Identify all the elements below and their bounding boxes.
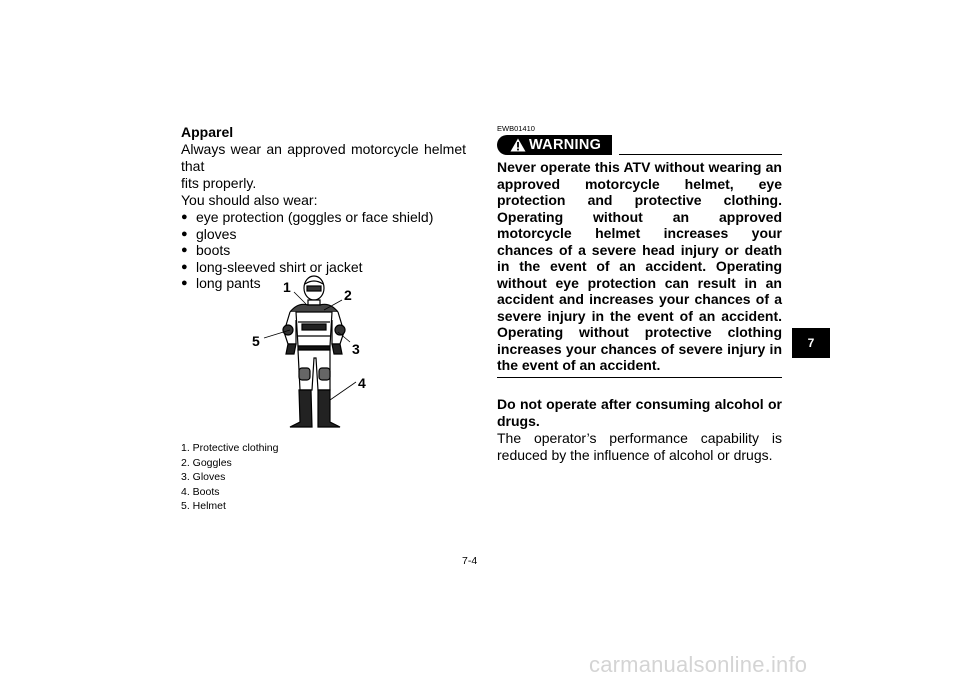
figure-captions (181, 441, 278, 514)
callout-4: 4 (358, 375, 366, 391)
list-item: ● eye protection (goggles or face shield) (181, 209, 466, 226)
callout-2: 2 (344, 287, 352, 303)
warning-text: Never operate this ATV without wearing an approved motorcycle helmet, eye protection and protective clothing. Operating without an approved motorcycle helmet increases your chances of a severe head injury or death in the event of an accident. Operating without eye protection can result in an accident and increases your chances of a severe injury in the event of an accident. Operating without protective clothing increases your chances of severe injury in the event of an accident. (497, 159, 782, 373)
helmet-sentence-line-1: Always wear an approved motorcycle helmet that (181, 141, 466, 174)
warning-triangle-icon (510, 138, 526, 152)
rider-apparel-illustration (250, 272, 380, 432)
caption-item: 1. Protective clothing (181, 442, 279, 454)
warning-top-rule (619, 154, 782, 155)
also-wear-text: You should also wear: (181, 192, 318, 208)
caption-item: 2. Goggles (181, 456, 232, 469)
callout-3: 3 (352, 341, 360, 357)
page-number: 7-4 (462, 555, 478, 567)
list-item: ● boots (181, 242, 466, 259)
apparel-heading: Apparel (181, 124, 234, 140)
list-item: ● gloves (181, 226, 466, 243)
caption-item: 3. Gloves (181, 471, 226, 483)
watermark: carmanualsonline.info (589, 652, 808, 677)
alcohol-text: The operator’s performance capability is reduced by the influence of alcohol or drugs. (497, 429, 782, 463)
alcohol-heading: Do not operate after consuming alcohol or drugs. (497, 395, 782, 429)
callout-5: 5 (252, 333, 260, 349)
warning-badge (497, 135, 612, 155)
warning-code: EWB01410 (497, 124, 535, 133)
chapter-tab: 7 (792, 328, 830, 358)
warning-header (497, 135, 782, 155)
list-item: ● long pants (181, 275, 466, 292)
warning-section (497, 124, 782, 464)
list-item: ● long-sleeved shirt or jacket (181, 259, 466, 276)
caption-item: 4. Boots (181, 485, 220, 498)
callout-1: 1 (283, 279, 291, 295)
warning-bottom-rule (497, 377, 782, 378)
apparel-section (181, 124, 466, 292)
caption-item: 5. Helmet (181, 500, 226, 512)
warning-label: WARNING (529, 137, 602, 153)
helmet-sentence-line-2: fits properly. (181, 175, 257, 191)
